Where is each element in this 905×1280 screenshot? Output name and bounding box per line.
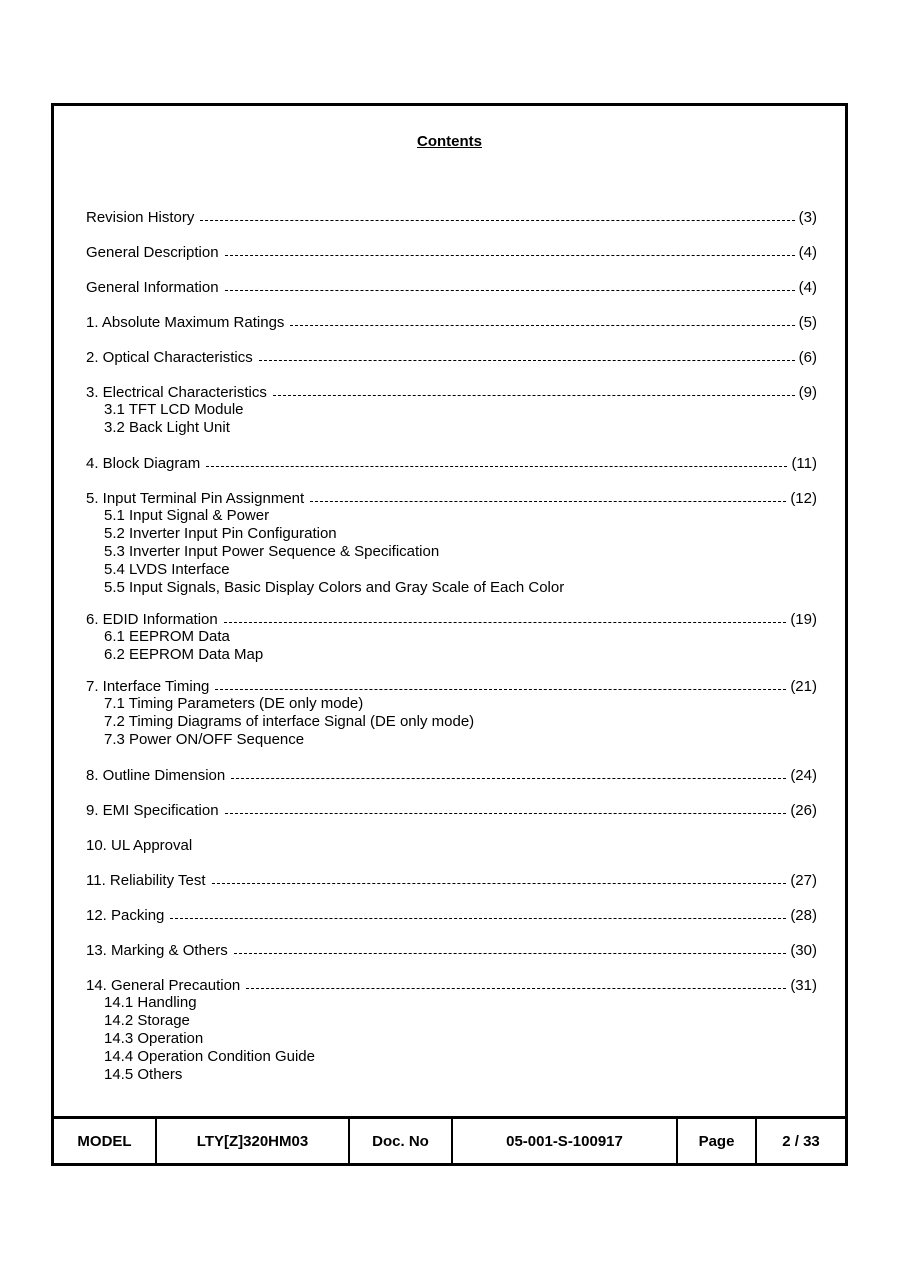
toc-line (86, 347, 817, 366)
toc-entry[interactable] (86, 488, 817, 597)
toc-subsection[interactable]: 14.3 Operation (104, 1030, 204, 1047)
model-value: LTY[Z]320HM03 (157, 1119, 350, 1163)
toc-entry-page: (19) (790, 611, 817, 628)
toc-entry-page: (4) (798, 279, 817, 296)
toc-leader-dashes (225, 813, 787, 814)
toc-entry-label: 12. Packing (86, 907, 165, 924)
toc-entry-page: (30) (790, 942, 817, 959)
toc-leader-dashes (231, 778, 786, 779)
toc-entry[interactable] (86, 347, 817, 366)
toc-subsection[interactable]: 5.2 Inverter Input Pin Configuration (104, 525, 337, 542)
toc-entry[interactable] (86, 940, 817, 959)
toc-subsection[interactable]: 6.1 EEPROM Data (104, 628, 230, 645)
toc-entry-page: (6) (798, 349, 817, 366)
toc-subsections (86, 628, 817, 664)
toc-entry[interactable] (86, 800, 817, 819)
toc-subsections (86, 401, 817, 437)
toc-entry-page: (3) (798, 209, 817, 226)
toc-entry[interactable] (86, 312, 817, 331)
toc-entry[interactable] (86, 870, 817, 889)
toc-leader-dashes (206, 466, 787, 467)
toc-entry-page: (11) (791, 455, 817, 472)
toc-entry-label: 5. Input Terminal Pin Assignment (86, 490, 305, 507)
toc-entry-page: (9) (798, 384, 817, 401)
toc-line (86, 905, 817, 924)
toc-subsections (86, 695, 817, 749)
toc-entry-label: 7. Interface Timing (86, 678, 210, 695)
toc-line (86, 765, 817, 784)
toc-line (86, 940, 817, 959)
toc-entry-page: (24) (790, 767, 817, 784)
toc-entry-label: General Information (86, 279, 219, 296)
toc-entry[interactable] (86, 277, 817, 296)
toc-leader-dashes (200, 220, 794, 221)
toc-subsection[interactable]: 3.2 Back Light Unit (104, 419, 230, 436)
toc-entry-label: 4. Block Diagram (86, 455, 201, 472)
toc-entry-label: 9. EMI Specification (86, 802, 219, 819)
toc-subsection[interactable]: 3.1 TFT LCD Module (104, 401, 244, 418)
doc-no-value: 05-001-S-100917 (453, 1119, 678, 1163)
toc-entry-label: 10. UL Approval (86, 837, 193, 854)
toc-subsection[interactable]: 5.1 Input Signal & Power (104, 507, 270, 524)
contents-title: Contents (417, 133, 482, 150)
toc-subsection[interactable]: 14.5 Others (104, 1066, 183, 1083)
toc-entry-label: Revision History (86, 209, 195, 226)
toc-line (86, 676, 817, 695)
toc-entry[interactable] (86, 975, 817, 1084)
toc-leader-dashes (225, 290, 795, 291)
toc-line (86, 207, 817, 226)
toc-line (86, 242, 817, 261)
table-of-contents (86, 191, 817, 1084)
toc-subsection[interactable]: 5.5 Input Signals, Basic Display Colors and Gray Scale of Each Color (104, 579, 565, 596)
toc-subsection[interactable]: 7.2 Timing Diagrams of interface Signal (DE only mode) (104, 713, 475, 730)
toc-leader-dashes (170, 918, 786, 919)
toc-entry[interactable] (86, 676, 817, 749)
toc-subsection[interactable]: 14.1 Handling (104, 994, 197, 1011)
toc-entry[interactable] (86, 207, 817, 226)
toc-entry[interactable] (86, 835, 817, 854)
toc-entry[interactable] (86, 242, 817, 261)
toc-subsection[interactable]: 7.1 Timing Parameters (DE only mode) (104, 695, 364, 712)
toc-entry-label: General Description (86, 244, 219, 261)
toc-line (86, 870, 817, 889)
toc-entry-label: 13. Marking & Others (86, 942, 228, 959)
model-label: MODEL (54, 1119, 157, 1163)
toc-subsections (86, 507, 817, 597)
toc-entry-page: (26) (790, 802, 817, 819)
toc-entry[interactable] (86, 609, 817, 664)
toc-line (86, 835, 817, 854)
toc-line (86, 312, 817, 331)
toc-subsection[interactable]: 6.2 EEPROM Data Map (104, 646, 264, 663)
toc-entry-page: (27) (790, 872, 817, 889)
toc-line (86, 277, 817, 296)
toc-subsection[interactable]: 7.3 Power ON/OFF Sequence (104, 731, 305, 748)
toc-entry[interactable] (86, 905, 817, 924)
toc-leader-dashes (234, 953, 787, 954)
page-value: 2 / 33 (782, 1132, 820, 1150)
toc-subsection[interactable]: 5.4 LVDS Interface (104, 561, 230, 578)
toc-leader-dashes (259, 360, 795, 361)
toc-leader-dashes (246, 988, 786, 989)
toc-leader-dashes (273, 395, 795, 396)
toc-entry-label: 6. EDID Information (86, 611, 218, 628)
toc-entry-page: (28) (790, 907, 817, 924)
toc-line (86, 975, 817, 994)
toc-leader-dashes (224, 622, 787, 623)
toc-entry[interactable] (86, 382, 817, 437)
toc-leader-dashes (212, 883, 787, 884)
toc-leader-dashes (225, 255, 795, 256)
toc-leader-dashes (290, 325, 794, 326)
toc-entry-page: (31) (790, 977, 817, 994)
toc-subsection[interactable]: 5.3 Inverter Input Power Sequence & Specification (104, 543, 440, 560)
toc-line (86, 800, 817, 819)
toc-entry-label: 3. Electrical Characteristics (86, 384, 267, 401)
document-footer (54, 1116, 845, 1163)
toc-leader-dashes (310, 501, 786, 502)
document-frame (51, 103, 848, 1166)
toc-subsection[interactable]: 14.4 Operation Condition Guide (104, 1048, 315, 1065)
toc-subsections (86, 994, 817, 1084)
page-label: Page (678, 1119, 757, 1163)
doc-no-label: Doc. No (350, 1119, 453, 1163)
toc-entry-page: (5) (798, 314, 817, 331)
toc-entry-page: (4) (798, 244, 817, 261)
toc-line (86, 382, 817, 401)
toc-entry-label: 2. Optical Characteristics (86, 349, 253, 366)
toc-entry-label: 8. Outline Dimension (86, 767, 226, 784)
toc-subsection[interactable]: 14.2 Storage (104, 1012, 190, 1029)
toc-entry-label: 14. General Precaution (86, 977, 241, 994)
toc-entry[interactable] (86, 453, 817, 472)
toc-entry[interactable] (86, 765, 817, 784)
toc-line (86, 453, 817, 472)
toc-leader-dashes (215, 689, 786, 690)
toc-entry-page: (12) (790, 490, 817, 507)
toc-entry-label: 1. Absolute Maximum Ratings (86, 314, 285, 331)
toc-entry-page: (21) (790, 678, 817, 695)
toc-line (86, 609, 817, 628)
toc-line (86, 488, 817, 507)
toc-entry-label: 11. Reliability Test (86, 872, 206, 889)
